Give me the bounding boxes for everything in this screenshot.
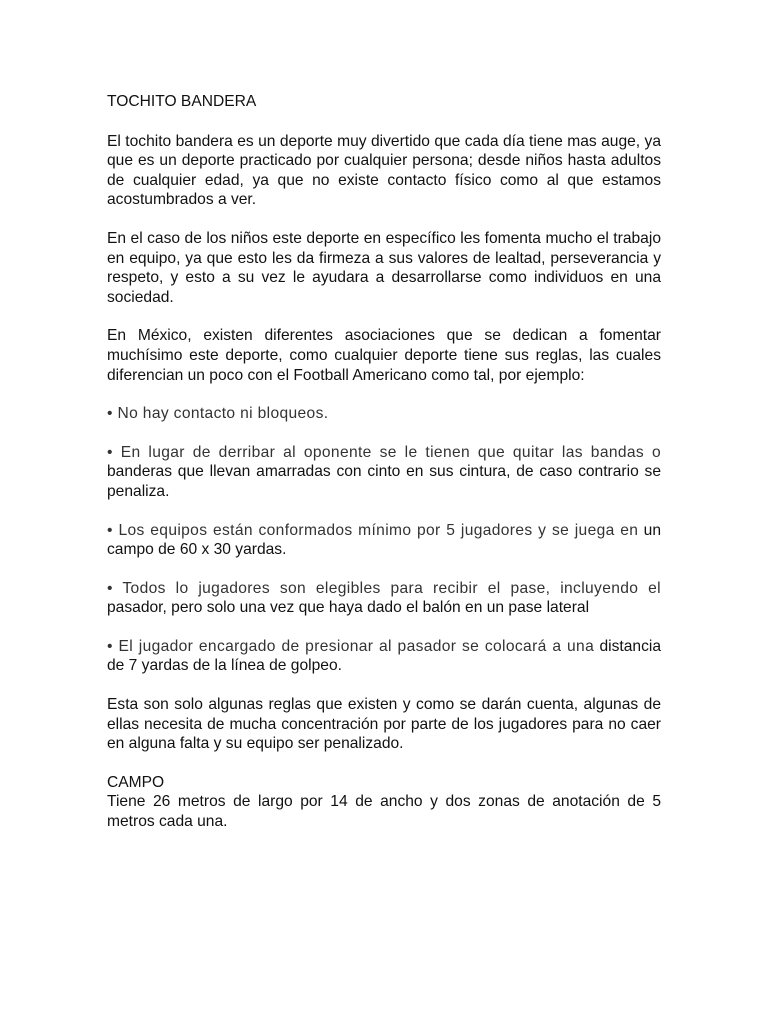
paragraph-intro: El tochito bandera es un deporte muy divertido que cada día tiene mas auge, ya que es un deporte practicado por cualquier persona; desde niños hasta adultos de cualquier edad, ya que no existe contacto físico como al que estamos acostumbrados a ver. bbox=[107, 132, 661, 209]
bullet-item-4-rest: pasador, pero solo una vez que haya dado el balón en un pase lateral bbox=[107, 599, 590, 617]
document-body bbox=[107, 92, 661, 832]
bullet-item-3-first-line: • Los equipos están conformados mínimo por 5 jugadores y se juega en bbox=[107, 521, 639, 539]
bullet-item-1 bbox=[107, 404, 661, 424]
document-title: TOCHITO BANDERA bbox=[107, 93, 257, 110]
bullet-item-3-rest: un campo de 60 x 30 yardas. bbox=[107, 521, 661, 559]
bullet-item-5 bbox=[107, 637, 661, 676]
bullet-item-2 bbox=[107, 443, 661, 502]
bullet-item-1-first-line: • No hay contacto ni bloqueos. bbox=[107, 405, 329, 423]
section-heading-campo: CAMPO bbox=[107, 773, 165, 791]
paragraph-campo: Tiene 26 metros de largo por 14 de ancho y dos zonas de anotación de 5 metros cada una. bbox=[107, 793, 661, 831]
bullet-item-3 bbox=[107, 521, 661, 560]
bullet-item-2-first-line: • En lugar de derribar al oponente se le tienen que quitar las bandas o bbox=[107, 443, 661, 461]
bullet-item-5-first-line: • El jugador encargado de presionar al pasador se colocará a una bbox=[107, 637, 595, 655]
bullet-item-5-rest: distancia de 7 yardas de la línea de golpeo. bbox=[107, 637, 661, 675]
bullet-item-4 bbox=[107, 579, 661, 618]
paragraph-children: En el caso de los niños este deporte en específico les fomenta mucho el trabajo en equipo, ya que esto les da firmeza a sus valores de lealtad, perseverancia y respeto, y esto a su vez le ayudara a desarrollarse como individuos en una sociedad. bbox=[107, 229, 661, 306]
paragraph-mexico: En México, existen diferentes asociaciones que se dedican a fomentar muchísimo este deporte, como cualquier deporte tiene sus reglas, las cuales diferencian un poco con el Football Americano como tal, por ejemplo: bbox=[107, 327, 661, 384]
bullet-item-4-first-line: • Todos lo jugadores son elegibles para recibir el pase, incluyendo el bbox=[107, 579, 661, 597]
bullet-item-2-rest: banderas que llevan amarradas con cinto en sus cintura, de caso contrario se penaliza. bbox=[107, 463, 661, 500]
paragraph-closing: Esta son solo algunas reglas que existen y como se darán cuenta, algunas de ellas necesita de mucha concentración por parte de los jugadores para no caer en alguna falta y su equipo ser penalizado. bbox=[107, 696, 661, 753]
